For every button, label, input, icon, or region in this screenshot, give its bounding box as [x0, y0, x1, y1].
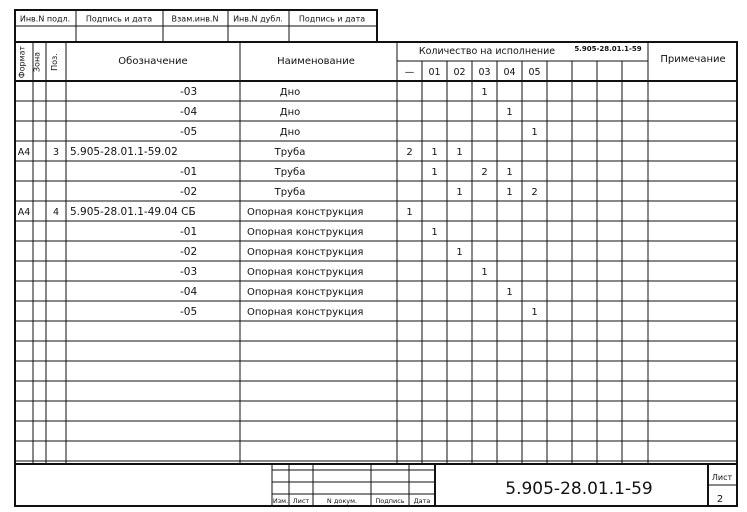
row-quantity: 1 — [431, 147, 438, 158]
stamp-replace-inv: Взам.инв.N — [171, 14, 219, 24]
row-quantity: 2 — [406, 147, 413, 158]
row-designation: -02 — [180, 246, 198, 258]
row-designation: -04 — [180, 106, 198, 118]
row-quantity: 1 — [456, 247, 463, 258]
row-name: Дно — [279, 87, 301, 98]
revision-col-date: Дата — [413, 497, 431, 505]
row-quantity: 2 — [481, 167, 488, 178]
title-block — [272, 464, 737, 506]
table-row — [180, 306, 538, 318]
stamp-sign-date-1: Подпись и дата — [85, 14, 153, 24]
variant-header: — — [404, 67, 415, 78]
variant-header: 02 — [453, 67, 466, 78]
row-quantity: 1 — [481, 87, 488, 98]
row-pos: 4 — [52, 207, 60, 218]
table-row — [180, 126, 538, 138]
stamp-sign-date-2: Подпись и дата — [298, 14, 366, 24]
row-name: Опорная конструкция — [247, 307, 364, 318]
row-name: Опорная конструкция — [247, 247, 364, 258]
header-zone: Зона — [32, 51, 42, 73]
stamp-inv-orig: Инв.N подл. — [19, 14, 71, 24]
row-name: Дно — [279, 107, 301, 118]
row-pos: 3 — [52, 147, 60, 158]
row-quantity: 1 — [481, 267, 488, 278]
row-designation: -03 — [180, 266, 198, 278]
archive-stamp — [15, 10, 377, 42]
row-quantity: 1 — [506, 187, 513, 198]
row-quantity: 1 — [406, 207, 413, 218]
row-quantity: 1 — [506, 287, 513, 298]
stamp-inv-dup: Инв.N дубл. — [233, 14, 283, 24]
row-designation: 5.905-28.01.1-59.02 — [70, 146, 178, 158]
row-designation: 5.905-28.01.1-49.04 СБ — [70, 206, 196, 218]
row-quantity: 1 — [431, 167, 438, 178]
row-designation: -04 — [180, 286, 198, 298]
main-frame — [15, 42, 737, 506]
row-quantity: 1 — [506, 107, 513, 118]
table-row — [180, 246, 463, 258]
table-row — [180, 86, 488, 98]
table-row — [180, 166, 513, 178]
row-quantity: 1 — [506, 167, 513, 178]
table-row — [180, 186, 538, 198]
row-quantity: 1 — [531, 127, 538, 138]
header-quantity: Количество на исполнение — [418, 46, 556, 57]
row-name: Опорная конструкция — [247, 287, 364, 298]
row-designation: -01 — [180, 166, 198, 178]
revision-col-sign: Подпись — [375, 497, 405, 505]
header-doc-code: 5.905-28.01.1-59 — [574, 45, 642, 53]
table-row — [180, 286, 513, 298]
row-name: Опорная конструкция — [247, 227, 364, 238]
variant-header: 03 — [478, 67, 491, 78]
header-note: Примечание — [660, 54, 726, 65]
table-grid — [15, 42, 737, 464]
row-quantity: 1 — [456, 147, 463, 158]
row-name: Дно — [279, 127, 301, 138]
row-designation: -03 — [180, 86, 198, 98]
row-format: А4 — [17, 147, 31, 158]
variant-headers — [405, 67, 541, 78]
revision-col-doc: N докум. — [326, 497, 358, 505]
row-designation: -02 — [180, 186, 198, 198]
revision-col-sheet: Лист — [292, 497, 310, 505]
sheet-number: 2 — [716, 494, 724, 505]
variant-header: 05 — [528, 67, 541, 78]
table-row — [180, 266, 488, 278]
row-name: Опорная конструкция — [247, 207, 364, 218]
header-pos: Поз. — [50, 53, 59, 71]
document-code: 5.905-28.01.1-59 — [505, 479, 653, 499]
table-row — [180, 106, 513, 118]
row-name: Труба — [274, 147, 306, 158]
row-quantity: 1 — [456, 187, 463, 198]
table-header — [18, 45, 726, 78]
revision-col-change: Изм. — [272, 497, 289, 505]
header-designation: Обозначение — [118, 56, 188, 67]
row-format: А4 — [17, 207, 31, 218]
row-name: Труба — [274, 187, 306, 198]
row-designation: -05 — [180, 126, 198, 138]
row-quantity: 1 — [531, 307, 538, 318]
header-format: Формат — [17, 45, 27, 79]
row-quantity: 1 — [431, 227, 438, 238]
table-row — [180, 226, 438, 238]
row-name: Труба — [274, 167, 306, 178]
variant-header: 04 — [503, 67, 516, 78]
table-row — [18, 206, 413, 218]
row-designation: -01 — [180, 226, 198, 238]
variant-header: 01 — [428, 67, 441, 78]
row-designation: -05 — [180, 306, 198, 318]
row-quantity: 2 — [531, 187, 538, 198]
row-name: Опорная конструкция — [247, 267, 364, 278]
sheet-label: Лист — [711, 473, 733, 482]
header-name: Наименование — [277, 56, 355, 67]
